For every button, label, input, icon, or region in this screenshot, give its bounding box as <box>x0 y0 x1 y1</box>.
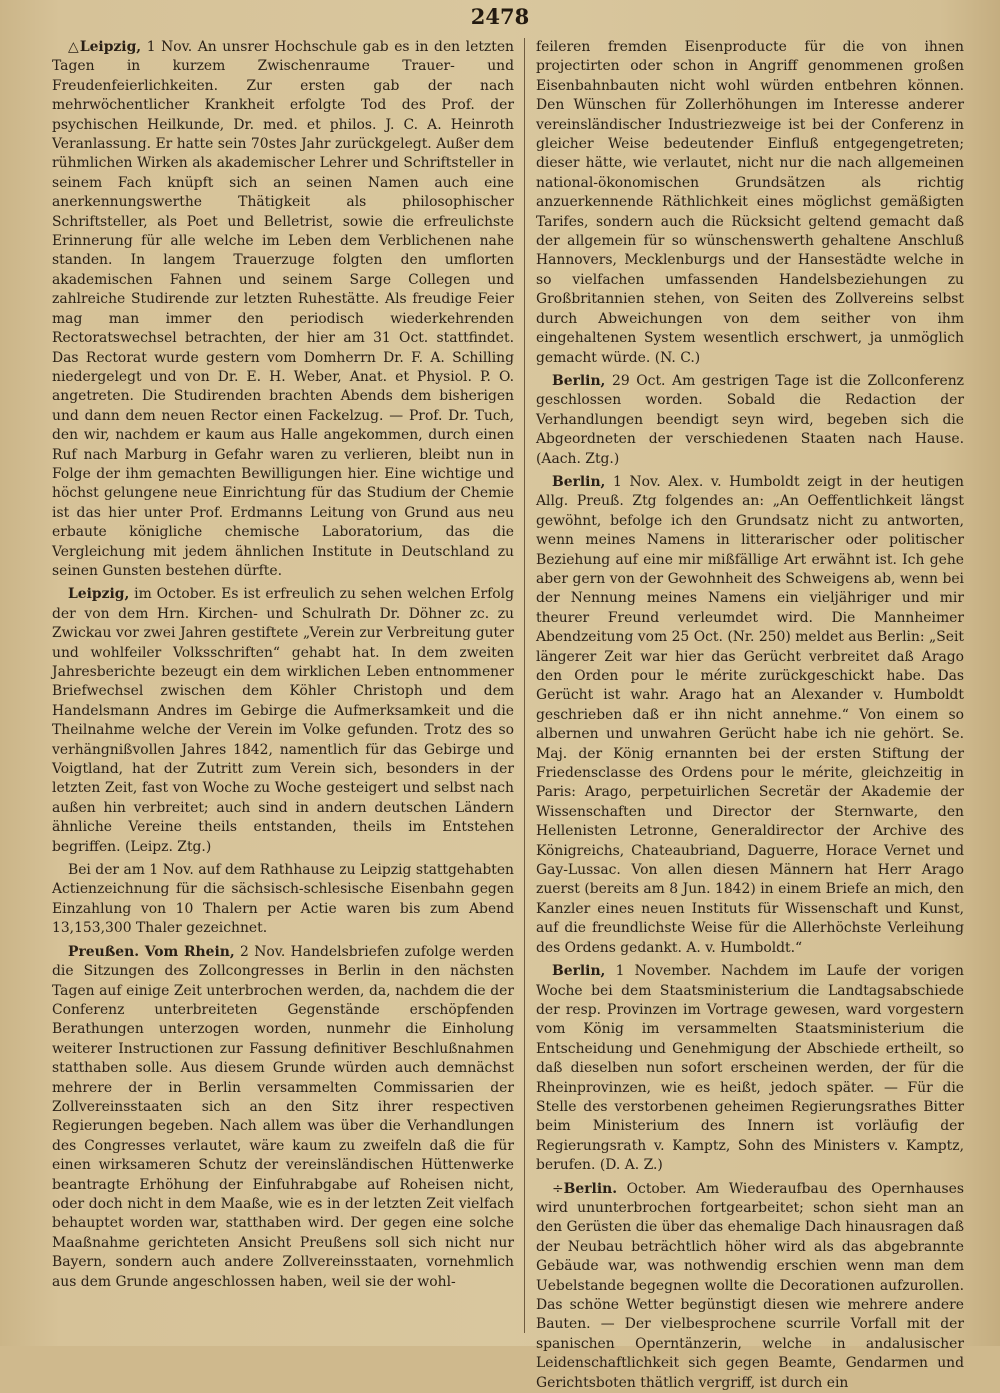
article-dateline: Leipzig, <box>79 39 142 55</box>
article-paragraph <box>536 473 964 958</box>
article-marker: ÷ <box>552 1180 564 1197</box>
article-text: Nachdem im Laufe der vorigen Woche bei dem Staatsministerium die Landtagsabschiede der resp. Provinzen im Vortrage gewesen, ward vorgestern vom König im versammelten Staatsministerium die Entscheidung und Genehmigung der Abschiede ertheilt, so daß dieselben nun sofort erscheinen werden, der für die Rheinprovinzen, wie es heißt, jedoch später. — Für die Stelle des verstorbenen geheimen Regierungsrathes Bitter beim Ministerium des Innern ist vorläufig der Regierungsrath v. Kamptz, Sohn des Ministers v. Kamptz, berufen. (D. A. Z.) <box>536 963 964 1174</box>
article-text: Es ist erfreulich zu sehen welchen Erfolg der von dem Hrn. Kirchen- und Schulrath Dr. Döhner zc. zu Zwickau vor zwei Jahren gestiftete „Verein zur Verbreitung guter und wohlfeiler Volksschriften“ gehabt hat. In dem zweiten Jahresberichte bezeugt ein dem wirklichen Leben entnommener Briefwechsel zwischen dem Köhler Christoph und dem Handelsmann Andres im Gebirge die Aufmerksamkeit und die Theilnahme welche der Verein im Volke gefunden. Trotz des so verhängnißvollen Jahres 1842, namentlich für das Gebirge und Voigtland, hat der Zutritt zum Verein sich, besonders in der letzten Zeit, fast von Woche zu Woche gesteigert und selbst nach außen hin verbreitet; auch sind in andern deutschen Ländern ähnliche Vereine theils entstanden, theils im Entstehen begriffen. (Leipz. Ztg.) <box>52 586 514 855</box>
article-paragraph <box>52 943 514 1292</box>
right-column <box>536 38 964 1391</box>
article-text: Am Wiederaufbau des Opernhauses wird ununterbrochen fortgearbeitet; schon sieht man an den Gerüsten die über das ehemalige Dach hinausragen daß der Neubau beträchtlich höher wird als das abgebrannte Gebäude war, was nothwendig erschien wenn man dem Uebelstande begegnen wollte die Decorationen aufzurollen. Das schöne Wetter begünstigt diesen wie mehrere andere Bauten. — Der vielbesprochene scurrile Vorfall mit der spanischen Operntänzerin, welche in andalusischer Leidenschaftlichkeit sich gegen Beamte, Gendarmen und Gerichtsboten thätlich vergriff, ist durch ein <box>536 1180 964 1391</box>
article-dateline: Berlin. <box>563 1180 618 1197</box>
article-paragraph <box>536 962 964 1175</box>
article-date: 1 Nov. <box>141 39 193 55</box>
article-text: Bei der am 1 Nov. auf dem Rathhause zu Leipzig stattgehabten Actienzeichnung für die sächsisch-schlesische Eisenbahn gegen Einzahlung von 10 Thalern per Actie waren bis zum Abend 13,153,300 Thaler gezeichnet. <box>52 862 514 937</box>
article-dateline: Berlin, <box>552 372 606 389</box>
article-dateline: Leipzig, <box>68 586 130 603</box>
article-date: 2 Nov. <box>234 943 286 960</box>
article-date: 1 November. <box>605 963 712 980</box>
article-paragraph <box>536 1180 964 1393</box>
left-column <box>52 38 514 1338</box>
article-paragraph <box>536 38 964 368</box>
article-paragraph <box>52 38 514 581</box>
page-number: 2478 <box>470 4 530 29</box>
article-text: Am gestrigen Tage ist die Zollconferenz geschlossen worden. Sobald die Redaction der Verhandlungen beendigt seyn wird, begeben sich die Abgeordneten der verschiedenen Staaten nach Hause. (Aach. Ztg.) <box>536 372 964 467</box>
article-paragraph <box>536 372 964 469</box>
column-divider <box>524 38 525 1333</box>
article-text: Handelsbriefen zufolge werden die Sitzungen des Zollcongresses in Berlin in den nächsten Tagen auf einige Zeit unterbrochen werden, da, nachdem die der Conferenz unterbreiteten Gegenstände erschöpfenden Berathungen unterzogen worden, nunmehr die Einholung weiterer Instructionen zur Fassung definitiver Beschlußnahmen statthaben solle. Aus diesem Grunde würden auch demnächst mehrere der in Berlin versammelten Commissarien der Zollvereinsstaaten sich an den Sitz ihrer respectiven Regierungen begeben. Nach allem was über die Verhandlungen des Congresses verlautet, wäre kaum zu zweifeln daß die für einen wirksameren Schutz der vereinsländischen Hüttenwerke beantragte Erhöhung der Einfuhrabgabe auf Roheisen nicht, oder doch nicht in dem Maaße, wie es in der letzten Zeit vielfach behauptet worden war, statthaben wird. Der gegen eine solche Maaßnahme gerichteten Ansicht Preußens soll sich nicht nur Bayern, sondern auch andere Zollvereinsstaaten, vornehmlich aus dem Grunde angeschlossen haben, weil sie der wohl- <box>52 943 515 1290</box>
article-date: im October. <box>129 586 217 603</box>
article-date: 1 Nov. <box>605 473 661 490</box>
article-text: An unsrer Hochschule gab es in den letzten Tagen in kurzem Zwischenraume Trauer- und Freudenfeierlichkeiten. Zur ersten gab der nach mehrwöchentlicher Krankheit erfolgte Tod des Prof. der psychischen Heilkunde, Dr. med. et philos. J. C. A. Heinroth Veranlassung. Er hatte sein 70stes Jahr zurückgelegt. Außer dem rühmlichen Wirken als akademischer Lehrer und Schriftsteller in seinem Fach knüpft sich an seinen Namen auch eine anerkennungswerthe Thätigkeit als philosophischer Schriftsteller, als Poet und Belletrist, sowie die erfreulichste Erinnerung für alle welche im Leben dem Verblichenen nahe standen. In langem Trauerzuge folgten den umflorten akademischen Fahnen und seinem Sarge Collegen und zahlreiche Studirende zur letzten Ruhestätte. Als freudige Feier mag man immer den periodisch wiederkehrenden Rectoratswechsel betrachten, der hier am 31 Oct. stattfindet. Das Rectorat wurde gestern vom Domherrn Dr. F. A. Schilling niedergelegt und von Dr. E. H. Weber, Anat. et Physiol. P. O. angetreten. Die Studirenden brachten Abends dem bisherigen und dann dem neuen Rector einen Fackelzug. — Prof. Dr. Tuch, den wir, nachdem er kaum aus Halle angekommen, durch einen Ruf nach Marburg in Gefahr waren zu verlieren, bleibt nun in Folge der ihm gemachten Bewilligungen hier. Eine wichtige und höchst gelungene neue Einrichtung für das Studium der Chemie ist das hier unter Prof. Erdmanns Leitung von Grund aus neu erbaute königliche chemische Laboratorium, das die Vergleichung mit jedem ähnlichen Institute in Deutschland zu seinen Gunsten bestehen dürfte. <box>52 39 514 579</box>
article-date: 29 Oct. <box>605 372 666 389</box>
article-dateline: Preußen. Vom Rhein, <box>68 943 235 960</box>
article-dateline: Berlin, <box>552 963 606 980</box>
article-paragraph <box>52 861 514 939</box>
article-paragraph <box>52 585 514 857</box>
article-text: Alex. v. Humboldt zeigt in der heutigen Allg. Preuß. Ztg folgendes an: „An Oeffentlichkeit längst gewöhnt, befolge ich den Grundsatz nicht zu antworten, wenn meines Namens in litterarischer oder politischer Beziehung auf eine mir mißfällige Art erwähnt ist. Ich gehe aber gern von der Gewohnheit des Schweigens ab, wenn bei der Nennung meines Namens ein vieljähriger und mir theurer Freund verleumdet wird. Die Mannheimer Abendzeitung vom 25 Oct. (Nr. 250) meldet aus Berlin: „Seit längerer Zeit war hier das Gerücht verbreitet daß Arago den Orden pour le mérite zurückgeschickt habe. Das Gerücht ist wahr. Arago hat an Alexander v. Humboldt geschrieben daß er ihn nicht annehme.“ Von einem so albernen und unwahren Gerücht habe ich nie gehört. Se. Maj. der König ernannten bei der ersten Stiftung der Friedensclasse des Ordens pour le mérite, gleichzeitig in Paris: Arago, perpetuirlichen Secretär der Akademie der Wissenschaften und Director der Sternwarte, den Hellenisten Letronne, Generaldirector der Archive des Königreichs, Chateaubriand, Daguerre, Horace Vernet und Gay-Lussac. Von allen diesen Männern hat Herr Arago zuerst (bereits am 8 Jun. 1842) in einem Briefe an mich, den Kanzler eines neuen Instituts für Wissenschaft und Kunst, auf die freundlichste Weise für die Allerhöchste Verleihung des Ordens gedankt. A. v. Humboldt.“ <box>536 473 964 956</box>
article-dateline: Berlin, <box>552 473 606 490</box>
article-text: feileren fremden Eisenproducte für die von ihnen projectirten oder schon in Angriff genommenen großen Eisenbahnbauten nicht wohl würden entbehren können. Den Wünschen für Zollerhöhungen im Interesse anderer vereinsländischer Industriezweige ist bei der Conferenz in gleicher Weise bedeutender Einfluß entgegengetreten; dieser hätte, wie verlautet, nicht nur die nach allgemeinen national-ökonomischen Grundsätzen als richtig anzuerkennende Räthlichkeit eines möglichst gemäßigten Tarifes, sondern auch die Rücksicht geltend gemacht daß der allgemein für so wünschenswerth gehaltene Anschluß Hannovers, Mecklenburgs und der Hansestädte welche in so vielfachen umfassenden Handelsbeziehungen zu Großbritannien stehen, von Seiten des Zollvereins selbst durch Abweichungen von dem seither von ihm eingehaltenen System wesentlich erschwert, ja unmöglich gemacht würde. (N. C.) <box>536 39 964 366</box>
article-date: October. <box>617 1180 687 1197</box>
article-marker: △ <box>68 39 80 55</box>
